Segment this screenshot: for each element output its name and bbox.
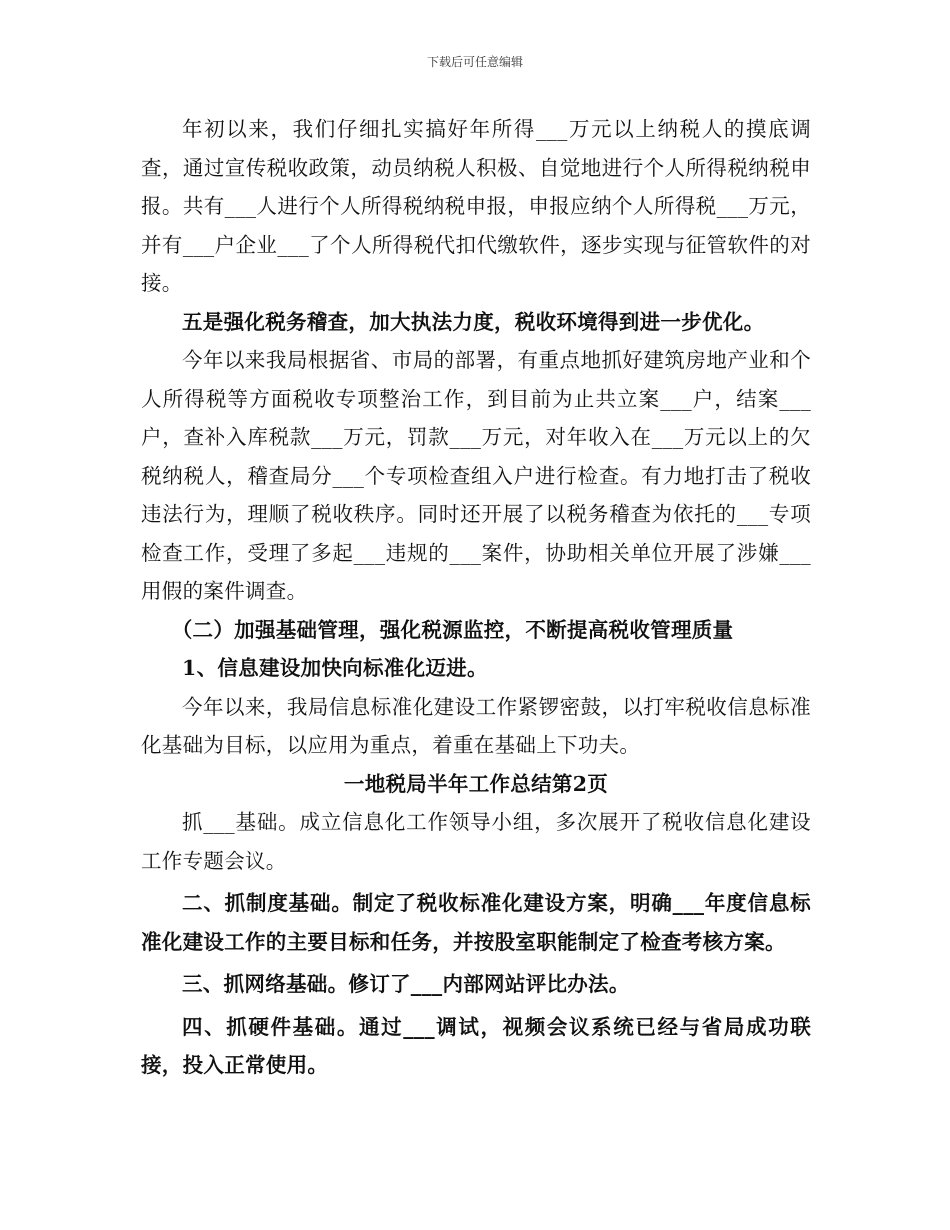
- paragraph-info-standardization: 今年以来，我局信息标准化建设工作紧锣密鼓，以打牢税收信息标准化基础为目标，以应用为重点，着重在基础上下功夫。: [141, 694, 811, 757]
- page-title: 一地税局半年工作总结第2页: [343, 771, 609, 796]
- paragraph-income-tax-survey: 年初以来，我们仔细扎实搞好年所得___万元以上纳税人的摸底调查，通过宣传税收政策，动员纳税人积极、自觉地进行个人所得税纳税申报。共有___人进行个人所得税纳税申报，申报应纳个人所得税___万元，并有___户企业___了个人所得税代扣代缴软件，逐步实现与征管软件的对接。: [141, 117, 811, 295]
- section-heading-basic-management: （二）加强基础管理，强化税源监控，不断提高税收管理质量: [171, 617, 734, 642]
- paragraph-foundation: 抓___基础。成立信息化工作领导小组，多次展开了税收信息化建设工作专题会议。: [141, 810, 811, 873]
- heading-tax-inspection: 五是强化税务稽查，加大执法力度，税收环境得到进一步优化。: [182, 309, 765, 334]
- paragraph-network-foundation: 三、抓网络基础。修订了___内部网站评比办法。: [182, 972, 630, 996]
- paragraph-hardware-foundation: 四、抓硬件基础。通过___调试，视频会议系统已经与省局成功联接，投入正常使用。: [141, 1014, 811, 1077]
- paragraph-system-foundation: 二、抓制度基础。制定了税收标准化建设方案，明确___年度信息标准化建设工作的主要目标和任务，并按股室职能制定了检查考核方案。: [141, 891, 811, 954]
- document-body: [141, 110, 811, 1085]
- header-note: 下载后可任意编辑: [426, 55, 523, 69]
- paragraph-tax-inspection: 今年以来我局根据省、市局的部署，有重点地抓好建筑房地产业和个人所得税等方面税收专项整治工作，到目前为止共立案___户，结案___户，查补入库税款___万元，罚款___万元，对年收入在___万元以上的欠税纳税人，稽查局分___个专项检查组入户进行检查。有力地打击了税收违法行为，理顺了税收秩序。同时还开展了以税务稽查为依托的___专项检查工作，受理了多起___违规的___案件，协助相关单位开展了涉嫌___用假的案件调查。: [141, 348, 811, 603]
- heading-info-standardization: 1、信息建设加快向标准化迈进。: [182, 656, 488, 680]
